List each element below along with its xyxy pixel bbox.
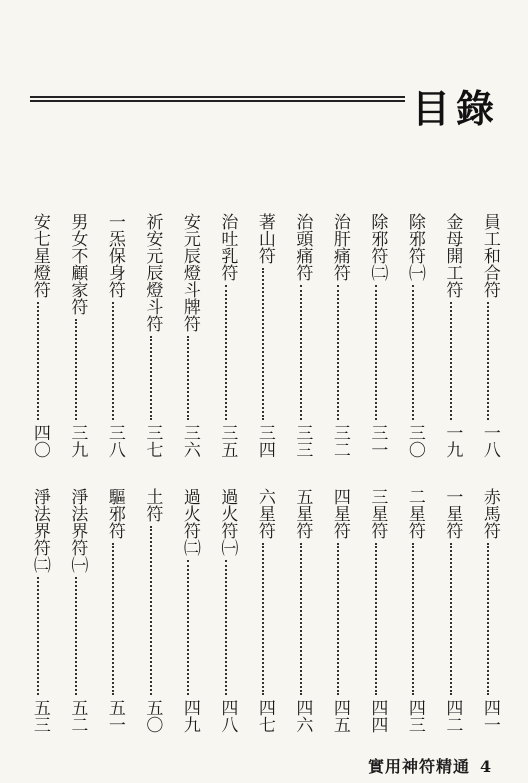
toc-entry-page: 三八 — [104, 424, 125, 458]
toc-entry-title: 土符 — [142, 488, 163, 522]
toc-leader-dots — [412, 543, 416, 695]
toc-entry — [365, 488, 389, 733]
toc-entry — [252, 488, 276, 733]
toc-entry-title: 過火符㈡ — [179, 488, 200, 556]
toc-leader-dots — [487, 302, 491, 420]
header-rule — [30, 96, 405, 102]
toc-entry — [477, 213, 501, 458]
toc-entry — [65, 213, 89, 458]
toc-entry-title: 赤馬符 — [479, 488, 500, 539]
toc-entry-page: 三〇 — [404, 424, 425, 458]
toc-entry — [177, 213, 201, 458]
toc-entry-title: 過火符㈠ — [217, 488, 238, 556]
toc-entry — [140, 213, 164, 458]
toc-leader-dots — [187, 560, 191, 695]
toc-entry-title: 金母開工符 — [442, 213, 463, 298]
toc-leader-dots — [450, 543, 454, 695]
toc-entry — [365, 213, 389, 458]
toc-entry-title: 五星符 — [292, 488, 313, 539]
toc-entry — [140, 488, 164, 733]
toc-entry — [27, 488, 51, 733]
toc-entry-title: 員工和合符 — [479, 213, 500, 298]
toc-entry-page: 三六 — [179, 424, 200, 458]
page-title: 目錄 — [412, 86, 501, 131]
toc-entry — [327, 213, 351, 458]
toc-entry — [102, 488, 126, 733]
toc-entry-title: 治頭痛符 — [292, 213, 313, 281]
toc-leader-dots — [412, 285, 416, 420]
toc-entry-page: 三四 — [254, 424, 275, 458]
toc-leader-dots — [112, 302, 116, 420]
toc-entry-page: 三七 — [142, 424, 163, 458]
toc-leader-dots — [337, 285, 341, 420]
toc-entry — [477, 488, 501, 733]
toc-entry-page: 四九 — [179, 699, 200, 733]
toc-leader-dots — [300, 543, 304, 695]
toc-entry-page: 五二 — [67, 699, 88, 733]
toc-leader-dots — [150, 336, 154, 420]
toc-leader-dots — [487, 543, 491, 695]
toc-entry-page: 四七 — [254, 699, 275, 733]
toc-entry-title: 驅邪符 — [104, 488, 125, 539]
toc-leader-dots — [337, 543, 341, 695]
toc-entry-title: 一炁保身符 — [104, 213, 125, 298]
toc-leader-dots — [375, 285, 379, 420]
toc-entry-title: 二星符 — [404, 488, 425, 539]
toc-entry-title: 三星符 — [367, 488, 388, 539]
toc-entry-title: 除邪符㈠ — [404, 213, 425, 281]
toc-entry — [402, 488, 426, 733]
toc-entry-page: 四八 — [217, 699, 238, 733]
toc-entry-page: 五三 — [29, 699, 50, 733]
toc-entry-page: 三三 — [292, 424, 313, 458]
toc-entry — [440, 488, 464, 733]
toc-entry-title: 淨法界符㈡ — [29, 488, 50, 573]
toc-leader-dots — [262, 268, 266, 420]
toc-leader-dots — [375, 543, 379, 695]
toc-entry-title: 四星符 — [329, 488, 350, 539]
toc-entry-page: 四一 — [479, 699, 500, 733]
toc-entry — [27, 213, 51, 458]
toc-entry — [402, 213, 426, 458]
toc-entry — [177, 488, 201, 733]
toc-entry-title: 著山符 — [254, 213, 275, 264]
toc-entry-page: 三九 — [67, 424, 88, 458]
toc-entry-page: 一九 — [442, 424, 463, 458]
toc-entry-title: 六星符 — [254, 488, 275, 539]
toc-entry-page: 一八 — [479, 424, 500, 458]
toc-entry-title: 淨法界符㈠ — [67, 488, 88, 573]
toc-leader-dots — [37, 302, 41, 420]
toc-entry-title: 男女不顧家符 — [67, 213, 88, 315]
toc-leader-dots — [450, 302, 454, 420]
toc-entry — [290, 488, 314, 733]
toc-entry-page: 四三 — [404, 699, 425, 733]
toc-entry-title: 一星符 — [442, 488, 463, 539]
toc-entry-page: 三一 — [367, 424, 388, 458]
toc-entry-page: 四六 — [292, 699, 313, 733]
toc-entry-page: 五〇 — [142, 699, 163, 733]
toc-leader-dots — [112, 543, 116, 695]
toc-entry — [440, 213, 464, 458]
toc-leader-dots — [150, 526, 154, 695]
toc-entry — [215, 213, 239, 458]
toc-entry-title: 安七星燈符 — [29, 213, 50, 298]
toc-entry-page: 五一 — [104, 699, 125, 733]
toc-leader-dots — [75, 577, 79, 695]
toc-entry-page: 四二 — [442, 699, 463, 733]
toc-entry-title: 治吐乳符 — [217, 213, 238, 281]
toc-entry — [215, 488, 239, 733]
toc-leader-dots — [37, 577, 41, 695]
toc-entry — [102, 213, 126, 458]
toc-leader-dots — [300, 285, 304, 420]
toc-entry — [65, 488, 89, 733]
toc-leader-dots — [187, 336, 191, 420]
toc-entry — [327, 488, 351, 733]
toc-entry-title: 安元辰燈斗牌符 — [179, 213, 200, 332]
toc-entry-page: 四五 — [329, 699, 350, 733]
toc-entry-page: 四四 — [367, 699, 388, 733]
toc-leader-dots — [225, 285, 229, 420]
toc-leader-dots — [225, 560, 229, 695]
toc-entry-page: 三五 — [217, 424, 238, 458]
toc-leader-dots — [75, 319, 79, 420]
page-footer — [368, 754, 492, 777]
footer-page-number: 4 — [480, 757, 493, 776]
toc-leader-dots — [262, 543, 266, 695]
toc-entry-title: 祈安元辰燈斗符 — [142, 213, 163, 332]
toc-entry-title: 治肝痛符 — [329, 213, 350, 281]
toc-entry-page: 三二 — [329, 424, 350, 458]
toc-entry-title: 除邪符㈡ — [367, 213, 388, 281]
toc-entry-page: 四〇 — [29, 424, 50, 458]
toc-entry — [252, 213, 276, 458]
toc-entry — [290, 213, 314, 458]
footer-book-title: 實用神符精通 — [368, 757, 471, 776]
